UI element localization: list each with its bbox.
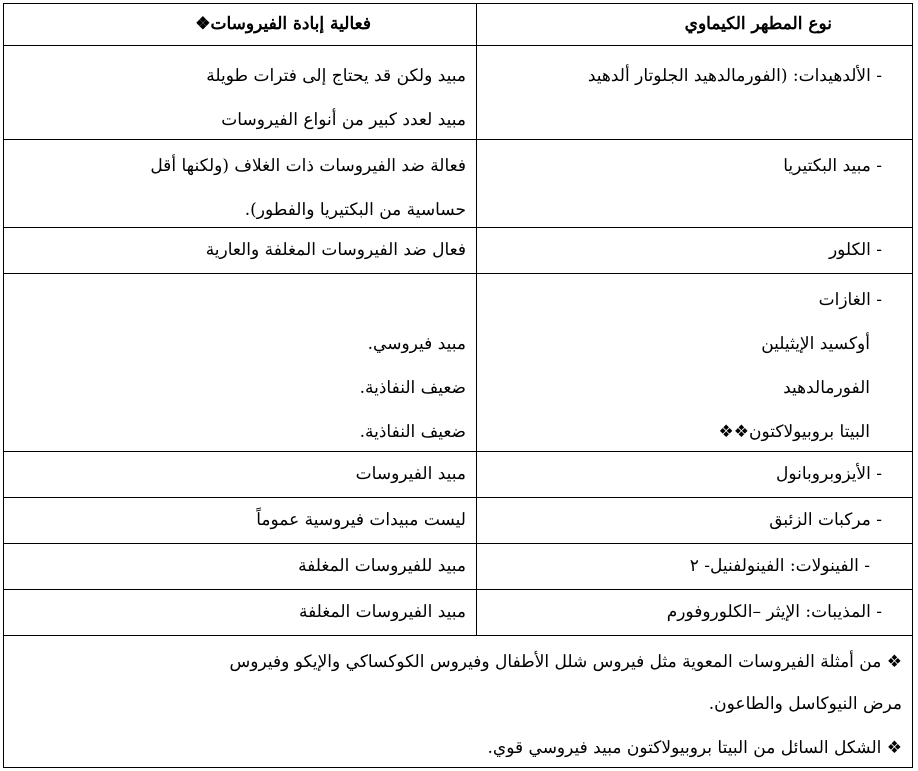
cell-disinfectant-type [477, 228, 912, 273]
cell-text: فعال ضد الفيروسات المغلفة والعارية [205, 240, 466, 260]
cell-text: الفورمالدهيد [783, 378, 870, 398]
table-row [4, 46, 912, 140]
cell-text: مبيد الفيروسات المغلفة [298, 602, 466, 622]
header-cell-disinfectant-type [477, 4, 912, 45]
table-row [4, 228, 912, 274]
footnotes-row [4, 636, 912, 767]
cell-disinfectant-type [477, 140, 912, 227]
cell-text: - الغازات [818, 290, 882, 310]
table-row [4, 544, 912, 590]
cell-disinfectant-type [477, 452, 912, 497]
cell-text: مبيد لعدد كبير من أنواع الفيروسات [221, 110, 466, 130]
cell-disinfectant-type [477, 544, 912, 589]
cell-efficacy [4, 544, 477, 589]
cell-efficacy [4, 590, 477, 635]
cell-text: مبيد الفيروسات [355, 464, 466, 484]
cell-efficacy [4, 452, 477, 497]
cell-efficacy [4, 274, 477, 451]
cell-disinfectant-type [477, 498, 912, 543]
cell-text: مبيد فيروسي. [367, 334, 466, 354]
cell-text: ضعيف النفاذية. [359, 378, 466, 398]
cell-efficacy [4, 498, 477, 543]
cell-text: - الكلور [828, 240, 882, 260]
cell-text: - الأيزوبروبانول [776, 464, 882, 484]
cell-text: البيتا بروبيولاكتون❖❖ [718, 422, 870, 442]
header-disinfectant-type: نوع المطهر الكيماوي [684, 14, 832, 34]
cell-efficacy [4, 228, 477, 273]
cell-efficacy [4, 140, 477, 227]
cell-text: - مبيد البكتيريا [783, 156, 882, 176]
table-row [4, 452, 912, 498]
header-cell-virucidal-efficacy [4, 4, 477, 45]
cell-text: مبيد للفيروسات المغلفة [298, 556, 466, 576]
table-row [4, 274, 912, 452]
cell-text: حساسية من البكتيريا والفطور). [244, 200, 466, 220]
disinfectant-table [3, 3, 913, 768]
cell-efficacy [4, 46, 477, 139]
cell-disinfectant-type [477, 274, 912, 451]
cell-text: مبيد ولكن قد يحتاج إلى فترات طويلة [206, 66, 466, 86]
cell-text: فعالة ضد الفيروسات ذات الغلاف (ولكنها أقل [150, 156, 466, 176]
footnote-enteric-viruses-continued: مرض النيوكاسل والطاعون. [708, 694, 902, 714]
cell-text: ضعيف النفاذية. [359, 422, 466, 442]
header-virucidal-efficacy: فعالية إبادة الفيروسات❖ [195, 14, 371, 34]
cell-disinfectant-type [477, 46, 912, 139]
cell-text: - المذيبات: الإيثر –الكلوروفورم [666, 602, 882, 622]
footnote-enteric-viruses: ❖ من أمثلة الفيروسات المعوية مثل فيروس شلل الأطفال وفيروس الكوكساكي والإيكو وفيروس [229, 652, 902, 672]
table-row [4, 498, 912, 544]
cell-text: - الألدهيدات: (الفورمالدهيد الجلوتار ألدهيد [587, 66, 882, 86]
cell-text: ليست مبيدات فيروسية عموماً [256, 510, 466, 530]
table-header-row [4, 4, 912, 46]
cell-text: - مركبات الزئبق [769, 510, 882, 530]
table-row [4, 590, 912, 636]
cell-text: - الفينولات: الفينولفنيل- ٢ [689, 556, 870, 576]
footnote-betapropiolactone: ❖ الشكل السائل من البيتا بروبيولاكتون مبيد فيروسي قوي. [487, 738, 902, 758]
cell-text: أوكسيد الإيثيلين [761, 334, 870, 354]
table-row [4, 140, 912, 228]
cell-disinfectant-type [477, 590, 912, 635]
